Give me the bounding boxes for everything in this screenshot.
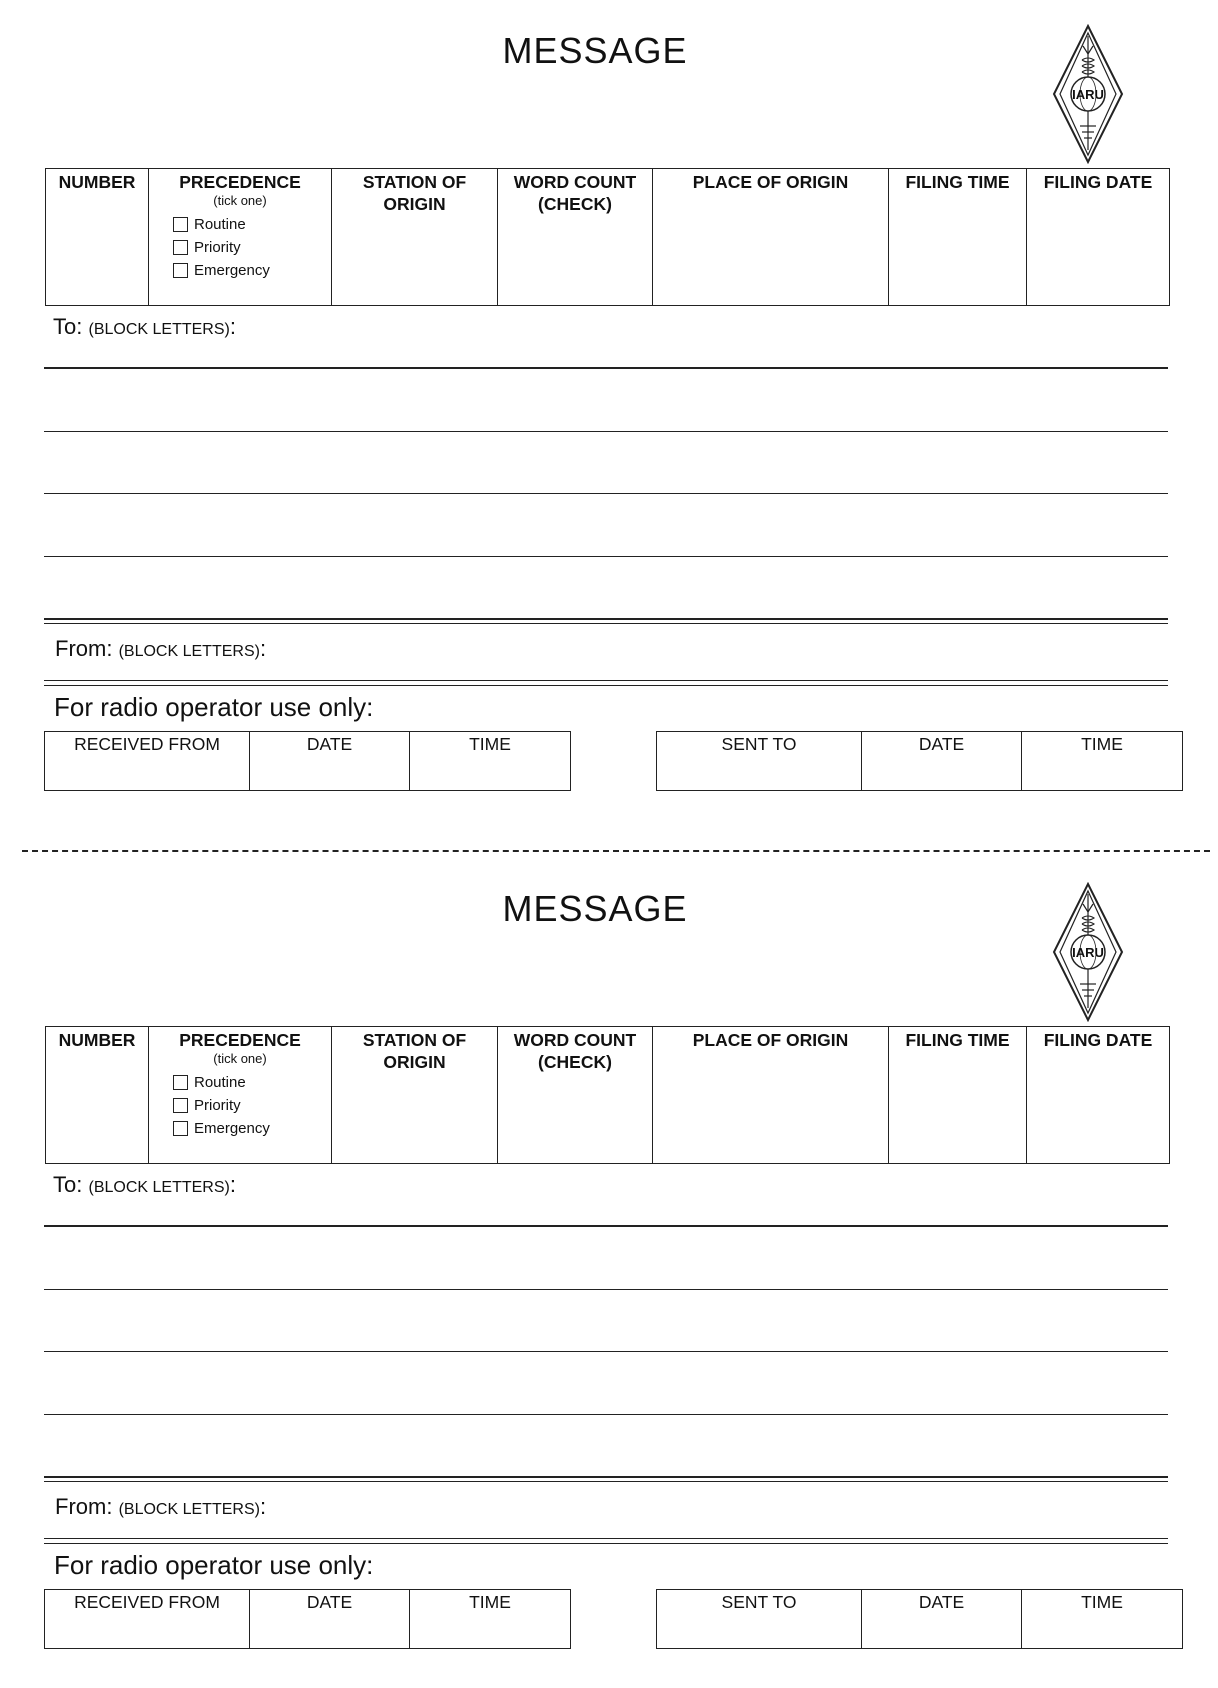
filing-date-cell[interactable] xyxy=(1027,169,1170,306)
precedence-header: PRECEDENCE xyxy=(179,1030,301,1050)
station-header-line1: STATION OF xyxy=(362,1030,467,1050)
to-line-3[interactable] xyxy=(44,1351,1168,1352)
tick-note: (tick one) xyxy=(213,1051,267,1066)
number-cell[interactable] xyxy=(46,1027,149,1164)
from-text: From: xyxy=(55,1494,113,1519)
station-header-line2: ORIGIN xyxy=(383,194,446,214)
to-line-4[interactable] xyxy=(44,556,1168,557)
precedence-header: PRECEDENCE xyxy=(179,172,301,192)
filing-time-header: FILING TIME xyxy=(905,1030,1010,1050)
option-routine[interactable] xyxy=(173,213,327,236)
to-text: To: xyxy=(53,314,83,339)
to-line-4[interactable] xyxy=(44,1414,1168,1415)
place-of-origin-header: PLACE OF ORIGIN xyxy=(692,172,849,192)
separator-line xyxy=(44,618,1168,620)
date-header: DATE xyxy=(306,1592,353,1612)
block-letters-note: (BLOCK LETTERS) xyxy=(88,321,230,338)
message-form-2 xyxy=(0,858,1218,1688)
number-header: NUMBER xyxy=(58,172,136,192)
colon: : xyxy=(229,1172,236,1197)
operator-label: For radio operator use only: xyxy=(54,1550,374,1580)
date-header: DATE xyxy=(918,734,965,754)
checkbox[interactable] xyxy=(173,263,188,278)
to-label xyxy=(53,314,236,340)
station-of-origin-cell[interactable] xyxy=(332,169,498,306)
separator-line xyxy=(44,623,1168,624)
option-label: Emergency xyxy=(194,1119,270,1137)
from-line[interactable] xyxy=(44,1538,1168,1539)
sent-table xyxy=(656,1589,1183,1649)
option-label: Routine xyxy=(194,215,246,233)
checkbox[interactable] xyxy=(173,1075,188,1090)
received-from-cell[interactable] xyxy=(45,1590,250,1649)
to-line-3[interactable] xyxy=(44,493,1168,494)
block-letters-note: (BLOCK LETTERS) xyxy=(118,643,260,660)
station-header-line1: STATION OF xyxy=(362,172,467,192)
time-header: TIME xyxy=(1081,734,1123,754)
filing-date-cell[interactable] xyxy=(1027,1027,1170,1164)
option-label: Priority xyxy=(194,1096,241,1114)
to-line-1[interactable] xyxy=(44,1225,1168,1227)
option-priority[interactable] xyxy=(173,236,327,259)
option-label: Priority xyxy=(194,238,241,256)
received-from-header: RECEIVED FROM xyxy=(74,1592,220,1612)
tick-note: (tick one) xyxy=(213,193,267,208)
colon: : xyxy=(259,1494,267,1519)
received-from-cell[interactable] xyxy=(45,732,250,791)
filing-date-header: FILING DATE xyxy=(1043,172,1153,192)
sent-time-cell[interactable] xyxy=(1022,732,1183,791)
word-count-header-line2: (CHECK) xyxy=(538,194,612,214)
separator-line xyxy=(44,1476,1168,1478)
received-date-cell[interactable] xyxy=(250,732,410,791)
header-table xyxy=(45,1026,1170,1164)
from-line[interactable] xyxy=(44,680,1168,681)
word-count-header-line2: (CHECK) xyxy=(538,1052,612,1072)
option-routine[interactable] xyxy=(173,1071,327,1094)
place-of-origin-cell[interactable] xyxy=(653,169,889,306)
sent-to-cell[interactable] xyxy=(657,1590,862,1649)
separator-line xyxy=(44,1543,1168,1544)
form-title: MESSAGE xyxy=(502,888,688,929)
option-emergency[interactable] xyxy=(173,259,327,282)
iaru-logo-icon xyxy=(1052,24,1124,164)
message-form-1 xyxy=(0,0,1218,830)
word-count-header-line1: WORD COUNT xyxy=(513,1030,637,1050)
received-table xyxy=(44,731,571,791)
precedence-cell xyxy=(149,169,332,306)
filing-time-cell[interactable] xyxy=(889,169,1027,306)
operator-label: For radio operator use only: xyxy=(54,692,374,722)
separator-line xyxy=(44,1481,1168,1482)
sent-date-cell[interactable] xyxy=(862,1590,1022,1649)
filing-time-cell[interactable] xyxy=(889,1027,1027,1164)
sent-to-header: SENT TO xyxy=(721,1592,797,1612)
to-label xyxy=(53,1172,236,1198)
time-header: TIME xyxy=(469,734,511,754)
sent-to-cell[interactable] xyxy=(657,732,862,791)
place-of-origin-header: PLACE OF ORIGIN xyxy=(692,1030,849,1050)
station-of-origin-cell[interactable] xyxy=(332,1027,498,1164)
checkbox[interactable] xyxy=(173,1121,188,1136)
date-header: DATE xyxy=(918,1592,965,1612)
to-line-1[interactable] xyxy=(44,367,1168,369)
to-line-2[interactable] xyxy=(44,1289,1168,1290)
place-of-origin-cell[interactable] xyxy=(653,1027,889,1164)
sent-time-cell[interactable] xyxy=(1022,1590,1183,1649)
from-label xyxy=(55,1494,266,1520)
word-count-cell[interactable] xyxy=(498,1027,653,1164)
to-text: To: xyxy=(53,1172,83,1197)
checkbox[interactable] xyxy=(173,1098,188,1113)
checkbox[interactable] xyxy=(173,217,188,232)
filing-time-header: FILING TIME xyxy=(905,172,1010,192)
header-table xyxy=(45,168,1170,306)
received-time-cell[interactable] xyxy=(410,732,571,791)
word-count-cell[interactable] xyxy=(498,169,653,306)
to-line-2[interactable] xyxy=(44,431,1168,432)
separator-line xyxy=(44,685,1168,686)
time-header: TIME xyxy=(469,1592,511,1612)
option-emergency[interactable] xyxy=(173,1117,327,1140)
received-time-cell[interactable] xyxy=(410,1590,571,1649)
checkbox[interactable] xyxy=(173,240,188,255)
date-header: DATE xyxy=(306,734,353,754)
precedence-cell xyxy=(149,1027,332,1164)
time-header: TIME xyxy=(1081,1592,1123,1612)
filing-date-header: FILING DATE xyxy=(1043,1030,1153,1050)
number-cell[interactable] xyxy=(46,169,149,306)
sent-date-cell[interactable] xyxy=(862,732,1022,791)
sent-table xyxy=(656,731,1183,791)
from-text: From: xyxy=(55,636,113,661)
cut-line xyxy=(22,850,1210,852)
received-table xyxy=(44,1589,571,1649)
colon: : xyxy=(229,314,236,339)
received-date-cell[interactable] xyxy=(250,1590,410,1649)
station-header-line2: ORIGIN xyxy=(383,1052,446,1072)
number-header: NUMBER xyxy=(58,1030,136,1050)
option-priority[interactable] xyxy=(173,1094,327,1117)
form-title: MESSAGE xyxy=(502,30,688,71)
received-from-header: RECEIVED FROM xyxy=(74,734,220,754)
word-count-header-line1: WORD COUNT xyxy=(513,172,637,192)
logo-text: IARU xyxy=(1072,945,1104,960)
sent-to-header: SENT TO xyxy=(721,734,797,754)
colon: : xyxy=(259,636,267,661)
block-letters-note: (BLOCK LETTERS) xyxy=(88,1179,230,1196)
logo-text: IARU xyxy=(1072,87,1104,102)
iaru-logo-icon xyxy=(1052,882,1124,1022)
option-label: Emergency xyxy=(194,261,270,279)
from-label xyxy=(55,636,266,662)
option-label: Routine xyxy=(194,1073,246,1091)
block-letters-note: (BLOCK LETTERS) xyxy=(118,1501,260,1518)
